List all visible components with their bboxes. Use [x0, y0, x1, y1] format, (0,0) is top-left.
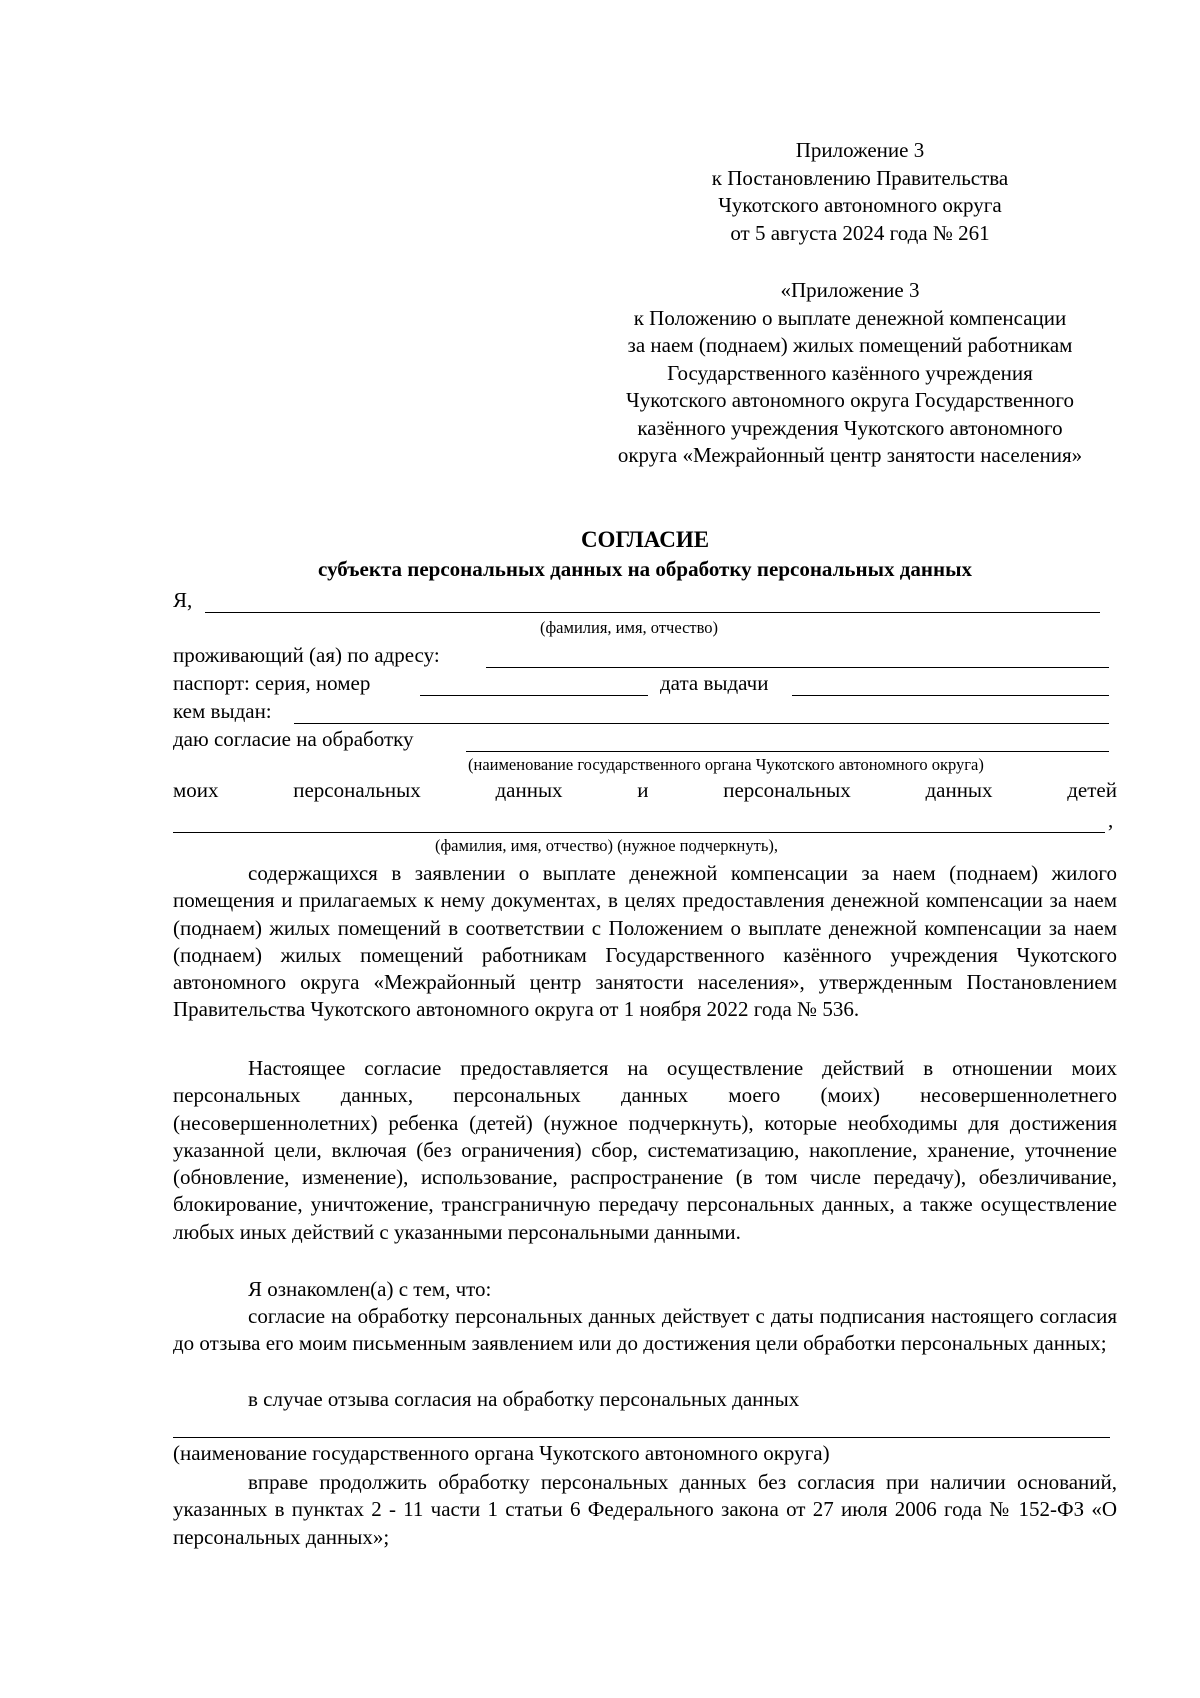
- annex-regulation-header: [570, 277, 1130, 470]
- annex-line: от 5 августа 2024 года № 261: [730, 220, 990, 245]
- organ-caption: (наименование государственного органа Чукотского автономного округа): [468, 755, 984, 774]
- document-subtitle: субъекта персональных данных на обработку персональных данных: [318, 557, 972, 581]
- address-field[interactable]: [486, 667, 1109, 668]
- organ-field[interactable]: [466, 751, 1109, 752]
- annex2-line: за наем (поднаем) жилых помещений работникам: [627, 333, 1073, 357]
- children-field[interactable]: [173, 832, 1105, 833]
- annex-header: [620, 137, 1100, 247]
- annex2-line: округа «Межрайонный центр занятости населения»: [617, 443, 1083, 467]
- paragraph-continue-processing: вправе продолжить обработку персональных данных без согласия при наличии оснований, указанных в пунктах 2 - 11 части 1 статьи 6 Федерального закона от 27 июля 2006 года № 152-ФЗ «О персональных данных»;: [173, 1470, 1117, 1549]
- document-title: СОГЛАСИЕ: [580, 527, 710, 552]
- issued-by-field[interactable]: [294, 723, 1109, 724]
- annex-line: Чукотского автономного округа: [718, 193, 1002, 217]
- ya-label: Я,: [173, 588, 193, 612]
- organ-field-2[interactable]: [173, 1437, 1110, 1438]
- spread-line: [173, 778, 1117, 803]
- issue-date-label: дата выдачи: [660, 671, 769, 695]
- children-caption: (фамилия, имя, отчество) (нужное подчеркнуть),: [435, 836, 778, 855]
- spread-word: и: [637, 778, 649, 802]
- fio-caption: (фамилия, имя, отчество): [540, 618, 719, 637]
- comma: ,: [1108, 808, 1114, 832]
- annex2-line: казённого учреждения Чукотского автономного: [637, 415, 1063, 440]
- spread-word: данных: [495, 778, 563, 802]
- spread-word: персональных: [293, 778, 421, 802]
- annex-line: Приложение 3: [795, 138, 925, 162]
- issue-date-field[interactable]: [792, 695, 1109, 696]
- paragraph-validity: согласие на обработку персональных данных действует с даты подписания настоящего согласия до отзыва его моим письменным заявлением или до достижения цели обработки персональных данных;: [173, 1304, 1117, 1356]
- paragraph-acknowledged: Я ознакомлен(а) с тем, что:: [248, 1277, 492, 1301]
- paragraph-withdrawal: в случае отзыва согласия на обработку персональных данных: [248, 1387, 800, 1411]
- annex-line: к Постановлению Правительства: [711, 165, 1009, 190]
- fio-field[interactable]: [205, 612, 1100, 613]
- organ-caption-2: (наименование государственного органа Чукотского автономного округа): [173, 1441, 830, 1465]
- annex2-line: «Приложение 3: [780, 278, 920, 302]
- spread-word: детей: [1067, 778, 1117, 802]
- address-label: проживающий (ая) по адресу:: [173, 643, 440, 667]
- spread-word: моих: [173, 778, 219, 802]
- spread-word: данных: [925, 778, 993, 802]
- passport-number-field[interactable]: [420, 695, 648, 696]
- annex2-line: Чукотского автономного округа Государственного: [626, 388, 1074, 412]
- consent-label: даю согласие на обработку: [173, 727, 414, 751]
- annex2-line: Государственного казённого учреждения: [667, 360, 1033, 385]
- paragraph-actions: Настоящее согласие предоставляется на осуществление действий в отношении моих персональных данных, персональных данных моего (моих) несовершеннолетнего (несовершеннолетних) ребенка (детей) (нужное подчеркнуть), которые необходимы для достижения указанной цели, включая (без ограничения) сбор, систематизацию, накопление, хранение, уточнение (обновление, изменение), использование, распространение (в том числе передачу), обезличивание, блокирование, уничтожение, трансграничную передачу персональных данных, а также осуществление любых иных действий с указанными персональными данными.: [173, 1056, 1117, 1244]
- paragraph-purpose: содержащихся в заявлении о выплате денежной компенсации за наем (поднаем) жилого помещения и прилагаемых к нему документах, в целях предоставления денежной компенсации за наем (поднаем) жилых помещений в соответствии с Положением о выплате денежной компенсации за наем (поднаем) жилых помещений работникам Государственного казённого учреждения Чукотского автономного округа «Межрайонный центр занятости населения», утвержденным Постановлением Правительства Чукотского автономного округа от 1 ноября 2022 года № 536.: [173, 861, 1117, 1022]
- annex2-line: к Положению о выплате денежной компенсации: [633, 305, 1067, 330]
- passport-label: паспорт: серия, номер: [173, 671, 371, 695]
- spread-word: персональных: [723, 778, 851, 802]
- issued-by-label: кем выдан:: [173, 699, 272, 723]
